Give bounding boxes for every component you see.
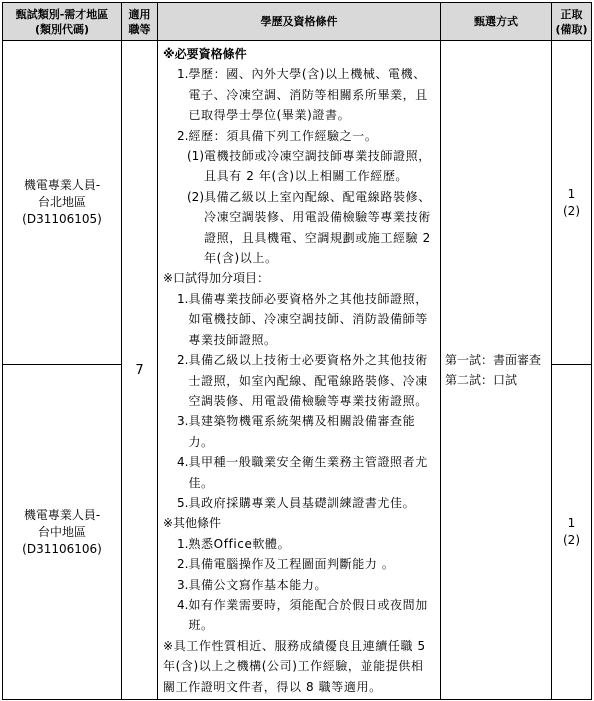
experience-text: 經歷：須具備下列工作經驗之一。 — [188, 128, 378, 143]
category-cell-taichung — [3, 365, 122, 700]
education-num: 1. — [177, 67, 189, 82]
header-qualifications: 學歷及資格條件 — [158, 3, 441, 41]
bonus-text: 具政府採購專業人員基礎訓練證書尤佳。 — [188, 495, 416, 510]
header-quota — [552, 3, 592, 41]
other-item — [177, 575, 434, 595]
bonus-item — [177, 452, 434, 493]
header-quota-line1: 正取 — [560, 7, 583, 21]
method-line1: 第一試：書面審查 — [445, 353, 542, 367]
bonus-num: 5. — [177, 495, 189, 510]
other-num: 4. — [177, 597, 189, 612]
experience-num: 2. — [177, 128, 189, 143]
exp1-num: (1) — [187, 149, 204, 164]
category-region: 台中地區 — [37, 524, 86, 539]
exp1-text: 電機技師或冷凍空調技師專業技師證照，且具有 2 年(含)以上相關工作經歷。 — [204, 149, 431, 184]
header-quota-line2: (備取) — [555, 22, 588, 36]
other-item — [177, 595, 434, 636]
other-item — [177, 554, 434, 574]
category-cell-taipei — [3, 41, 122, 365]
required-header: ※必要資格條件 — [163, 47, 247, 61]
bonus-num: 3. — [177, 414, 189, 429]
header-method: 甄選方式 — [441, 3, 552, 41]
bonus-text: 具甲種一般職業安全衛生業務主管證照者尤佳。 — [188, 455, 428, 490]
header-category — [3, 3, 122, 41]
header-grade-line2: 職等 — [128, 22, 151, 36]
header-grade-line1: 適用 — [128, 7, 151, 21]
other-item — [177, 534, 434, 554]
table-header-row — [3, 3, 592, 41]
category-name: 機電專業人員- — [23, 178, 101, 192]
experience-item — [177, 126, 434, 146]
other-text: 如有作業需要時，須能配合於假日或夜間加班。 — [188, 597, 428, 633]
reserve-value: (2) — [563, 533, 580, 547]
grade-cell: 7 — [122, 41, 158, 700]
education-text: 學歷：國、內外大學(含)以上機械、電機、電子、冷凍空調、消防等相關系所畢業，且已取得學士學位(畢業)證書。 — [188, 67, 428, 123]
quota-value: 1 — [567, 186, 576, 201]
bonus-num: 2. — [177, 353, 189, 368]
bonus-text: 具備乙級以上技術士必要資格外之其他技術士證照，如室內配線、配電線路裝修、冷凍空調裝修、用電設備檢驗等專業技術證照。 — [188, 353, 428, 408]
other-num: 2. — [177, 557, 189, 572]
job-requirements-table — [2, 2, 592, 700]
qualifications-cell — [158, 41, 441, 700]
other-num: 1. — [177, 536, 189, 551]
bonus-item — [177, 493, 434, 513]
quota-value: 1 — [567, 516, 576, 530]
category-region: 台北地區 — [37, 195, 86, 209]
quota-cell-taipei — [552, 41, 592, 365]
other-text: 具備公文寫作基本能力。 — [188, 577, 328, 592]
quota-cell-taichung — [552, 365, 592, 700]
exp2-num: (2) — [187, 189, 204, 204]
bonus-item — [177, 411, 434, 452]
method-line2: 第二試：口試 — [445, 373, 518, 387]
category-name: 機電專業人員- — [23, 507, 101, 522]
bonus-num: 4. — [177, 455, 189, 470]
other-num: 3. — [177, 577, 189, 592]
header-grade — [122, 3, 158, 41]
category-code: (D31106106) — [22, 541, 102, 556]
exp2-text: 具備乙級以上室內配線、配電線路裝修、冷凍空調裝修、用電設備檢驗等專業技術證照，且具機電、空調規劃或施工經驗 2 年(含)以上。 — [204, 189, 431, 266]
category-code: (D31106105) — [22, 212, 102, 226]
other-text: 具備電腦操作及工程圖面判斷能力 。 — [188, 557, 395, 572]
bonus-item — [177, 350, 434, 411]
header-category-line1: 甄試類別-需才地區 — [15, 7, 109, 21]
grade-exception-note: ※具工作性質相近、服務成績優良且連續任職 5 年(含)以上之機構(公司)工作經驗，並能提供相關工作證明文件者，得以 8 職等適用。 — [163, 638, 426, 694]
method-cell — [441, 41, 552, 700]
header-category-line2: (類別代碼) — [34, 22, 90, 36]
bonus-header: ※口試得加分項目： — [163, 271, 270, 286]
other-text: 熟悉Office軟體。 — [188, 536, 291, 551]
experience-sub-item-1 — [187, 146, 434, 187]
table-row-taipei — [3, 41, 592, 365]
bonus-item — [177, 289, 434, 350]
reserve-value: (2) — [563, 203, 580, 218]
bonus-text: 具建築物機電系統架構及相關設備審查能力。 — [188, 414, 416, 449]
other-header: ※其他條件 — [163, 516, 222, 531]
bonus-num: 1. — [177, 291, 189, 306]
education-item — [177, 64, 434, 125]
bonus-text: 具備專業技師必要資格外之其他技師證照，如電機技師、冷凍空調技師、消防設備師等專業技師證照。 — [188, 291, 428, 347]
experience-sub-item-2 — [187, 187, 434, 269]
